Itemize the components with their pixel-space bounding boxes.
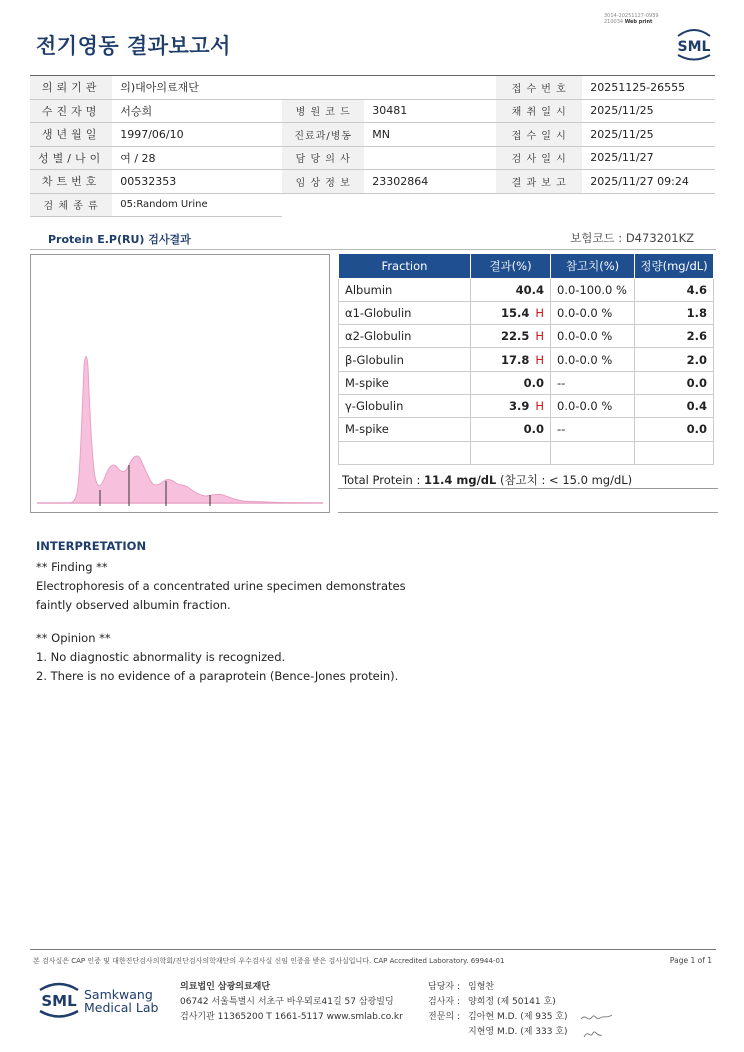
info-row bbox=[30, 123, 715, 147]
staff-row bbox=[428, 980, 568, 995]
staff-name: 지현영 M.D. (제 333 호) bbox=[468, 1027, 568, 1037]
info-key: 성별/나이 bbox=[30, 146, 112, 170]
result-percent bbox=[471, 371, 551, 394]
total-divider bbox=[338, 512, 718, 513]
info-value: 1997/06/10 bbox=[112, 123, 282, 147]
result-row bbox=[339, 301, 714, 324]
staff-info bbox=[428, 980, 568, 1040]
col-header-result: 결과(%) bbox=[471, 254, 551, 278]
result-row bbox=[339, 278, 714, 301]
interpretation-line: 2. There is no evidence of a paraprotein (Bence-Jones protein). bbox=[36, 669, 399, 683]
col-header-amount: 정량(mg/dL) bbox=[635, 254, 714, 278]
reference-range: 0.0-0.0 % bbox=[551, 394, 635, 417]
result-row bbox=[339, 325, 714, 348]
total-protein bbox=[342, 472, 632, 488]
result-value: 0.0 bbox=[523, 422, 544, 437]
result-percent bbox=[471, 394, 551, 417]
print-label: Web print bbox=[624, 19, 653, 25]
electrophoresis-curve bbox=[31, 255, 329, 512]
high-flag: H bbox=[535, 329, 544, 344]
result-row bbox=[339, 348, 714, 371]
info-row bbox=[30, 170, 715, 194]
staff-row bbox=[428, 1010, 568, 1025]
result-row bbox=[339, 394, 714, 417]
interpretation-line: ** Finding ** bbox=[36, 560, 108, 574]
accreditation-note: 본 검사실은 CAP 인증 및 대한진단검사의학회/진단검사의학재단의 우수검사실 신임 인증을 받은 검사실입니다. CAP Accredited Laboratory. 69944-01 bbox=[33, 957, 505, 965]
info-row bbox=[30, 146, 715, 170]
result-value: 3.9 bbox=[508, 399, 530, 414]
info-row bbox=[30, 193, 715, 217]
fraction-name: Albumin bbox=[339, 278, 471, 301]
high-flag: H bbox=[535, 399, 544, 414]
col-header-reference: 참고치(%) bbox=[551, 254, 635, 278]
total-label: Total Protein : bbox=[342, 473, 425, 487]
info-value: 여 / 28 bbox=[112, 146, 282, 170]
info-key: 병 원 코 드 bbox=[282, 99, 364, 123]
samkwang-logo bbox=[36, 978, 159, 1026]
result-percent bbox=[471, 348, 551, 371]
staff-label: 검사자 : bbox=[428, 997, 460, 1007]
reference-range: -- bbox=[551, 371, 635, 394]
info-key: 수진자명 bbox=[30, 99, 112, 123]
amount-value: 2.6 bbox=[635, 325, 714, 348]
info-value: 2025/11/25 bbox=[582, 123, 715, 147]
staff-name: 김아현 M.D. (제 935 호) bbox=[468, 1012, 568, 1022]
high-flag: H bbox=[535, 352, 544, 367]
amount-value: 1.8 bbox=[635, 301, 714, 324]
result-percent bbox=[471, 418, 551, 441]
high-flag: H bbox=[535, 305, 544, 320]
info-key: 접 수 번 호 bbox=[496, 76, 582, 100]
info-value bbox=[364, 146, 496, 170]
staff-label bbox=[428, 1025, 468, 1040]
reference-range: 0.0-0.0 % bbox=[551, 301, 635, 324]
print-meta bbox=[604, 13, 659, 25]
info-row bbox=[30, 99, 715, 123]
info-value: 30481 bbox=[364, 99, 496, 123]
info-value: 2025/11/25 bbox=[582, 99, 715, 123]
print-code-2: 210034 bbox=[604, 19, 624, 25]
result-row bbox=[339, 441, 714, 464]
electrophoresis-graph bbox=[30, 254, 330, 513]
amount-value: 4.6 bbox=[635, 278, 714, 301]
info-key: 임 상 정 보 bbox=[282, 170, 364, 194]
result-value: 22.5 bbox=[500, 329, 530, 344]
info-value: 23302864 bbox=[364, 170, 496, 194]
amount-value bbox=[635, 441, 714, 464]
interpretation-line: faintly observed albumin fraction. bbox=[36, 598, 231, 612]
result-percent bbox=[471, 278, 551, 301]
info-value: 20251125-26555 bbox=[582, 76, 715, 100]
fraction-name bbox=[339, 441, 471, 464]
org-address: 06742 서울특별시 서초구 바우뫼로41길 57 삼광빌딩 bbox=[180, 997, 394, 1007]
result-row bbox=[339, 418, 714, 441]
logo-text: SML bbox=[677, 39, 711, 55]
info-value: 2025/11/27 bbox=[582, 146, 715, 170]
org-name: 의료법인 삼광의료재단 bbox=[180, 982, 271, 992]
staff-row bbox=[428, 1025, 568, 1040]
staff-label: 담당자 : bbox=[428, 982, 460, 992]
fraction-name: M-spike bbox=[339, 418, 471, 441]
staff-row bbox=[428, 995, 568, 1010]
info-key: 차트번호 bbox=[30, 170, 112, 194]
fraction-name: β-Globulin bbox=[339, 348, 471, 371]
signature-icon bbox=[578, 1009, 618, 1043]
brand-line: Samkwang bbox=[84, 987, 153, 1002]
fraction-name: α2-Globulin bbox=[339, 325, 471, 348]
org-contact: 검사기관 11365200 T 1661-5117 www.smlab.co.kr bbox=[180, 1012, 403, 1022]
result-value: 17.8 bbox=[500, 352, 530, 367]
amount-value: 0.0 bbox=[635, 418, 714, 441]
interpretation-text bbox=[36, 558, 406, 686]
result-row bbox=[339, 371, 714, 394]
result-percent bbox=[471, 441, 551, 464]
info-value: 2025/11/27 09:24 bbox=[582, 170, 715, 194]
amount-value: 0.0 bbox=[635, 371, 714, 394]
info-key: 결 과 보 고 bbox=[496, 170, 582, 194]
interpretation-line: 1. No diagnostic abnormality is recognized. bbox=[36, 650, 286, 664]
info-value: 05:Random Urine bbox=[112, 193, 282, 217]
info-key: 채 취 일 시 bbox=[496, 99, 582, 123]
results-table bbox=[338, 254, 714, 465]
info-row bbox=[30, 76, 715, 100]
sml-logo-icon bbox=[36, 978, 82, 1022]
interpretation-line: Electrophoresis of a concentrated urine specimen demonstrates bbox=[36, 579, 406, 593]
logo-text: SML bbox=[41, 992, 77, 1010]
reference-range: 0.0-0.0 % bbox=[551, 348, 635, 371]
staff-label: 전문의 : bbox=[428, 1012, 460, 1022]
info-key: 진료과/병동 bbox=[282, 123, 364, 147]
info-key: 검 체 종 류 bbox=[30, 193, 112, 217]
insurance-code: 보험코드 : D473201KZ bbox=[570, 231, 694, 245]
total-ref: (참고치 : < 15.0 mg/dL) bbox=[496, 473, 633, 487]
result-value: 0.0 bbox=[523, 375, 544, 390]
result-percent bbox=[471, 325, 551, 348]
info-key: 생년월일 bbox=[30, 123, 112, 147]
total-value: 11.4 mg/dL bbox=[424, 473, 497, 487]
info-value: 서승희 bbox=[112, 99, 282, 123]
fraction-name: M-spike bbox=[339, 371, 471, 394]
result-percent bbox=[471, 301, 551, 324]
info-key: 검 사 일 시 bbox=[496, 146, 582, 170]
reference-range: 0.0-0.0 % bbox=[551, 325, 635, 348]
result-value: 40.4 bbox=[515, 282, 544, 297]
interpretation-title: INTERPRETATION bbox=[36, 539, 147, 553]
section-title: Protein E.P(RU) 검사결과 bbox=[48, 233, 191, 246]
brand-name bbox=[84, 988, 158, 1014]
info-value: MN bbox=[364, 123, 496, 147]
info-key: 접 수 일 시 bbox=[496, 123, 582, 147]
interpretation-line: ** Opinion ** bbox=[36, 631, 111, 645]
section-divider bbox=[30, 249, 716, 250]
fraction-name: γ-Globulin bbox=[339, 394, 471, 417]
sml-logo-icon bbox=[672, 26, 716, 64]
info-key: 의뢰기관 bbox=[30, 76, 112, 100]
staff-name: 임형찬 bbox=[468, 982, 495, 992]
reference-range bbox=[551, 441, 635, 464]
reference-range: 0.0-100.0 % bbox=[551, 278, 635, 301]
col-header-fraction: Fraction bbox=[339, 254, 471, 278]
footer-divider bbox=[30, 949, 716, 950]
brand-line: Medical Lab bbox=[84, 1000, 159, 1015]
staff-name: 양희정 (제 50141 호) bbox=[468, 997, 556, 1007]
organization-info bbox=[180, 980, 403, 1025]
total-divider bbox=[338, 488, 718, 489]
info-value: 00532353 bbox=[112, 170, 282, 194]
page-number: Page 1 of 1 bbox=[669, 956, 712, 965]
amount-value: 0.4 bbox=[635, 394, 714, 417]
report-title: 전기영동 결과보고서 bbox=[36, 34, 231, 58]
info-key: 담 당 의 사 bbox=[282, 146, 364, 170]
reference-range: -- bbox=[551, 418, 635, 441]
result-value: 15.4 bbox=[500, 305, 530, 320]
info-value: 의)대아의료재단 bbox=[112, 76, 282, 100]
amount-value: 2.0 bbox=[635, 348, 714, 371]
print-code: 3014-20251127-0939 bbox=[604, 13, 659, 19]
patient-info-table bbox=[30, 75, 715, 217]
fraction-name: α1-Globulin bbox=[339, 301, 471, 324]
results-header-row bbox=[339, 254, 714, 278]
